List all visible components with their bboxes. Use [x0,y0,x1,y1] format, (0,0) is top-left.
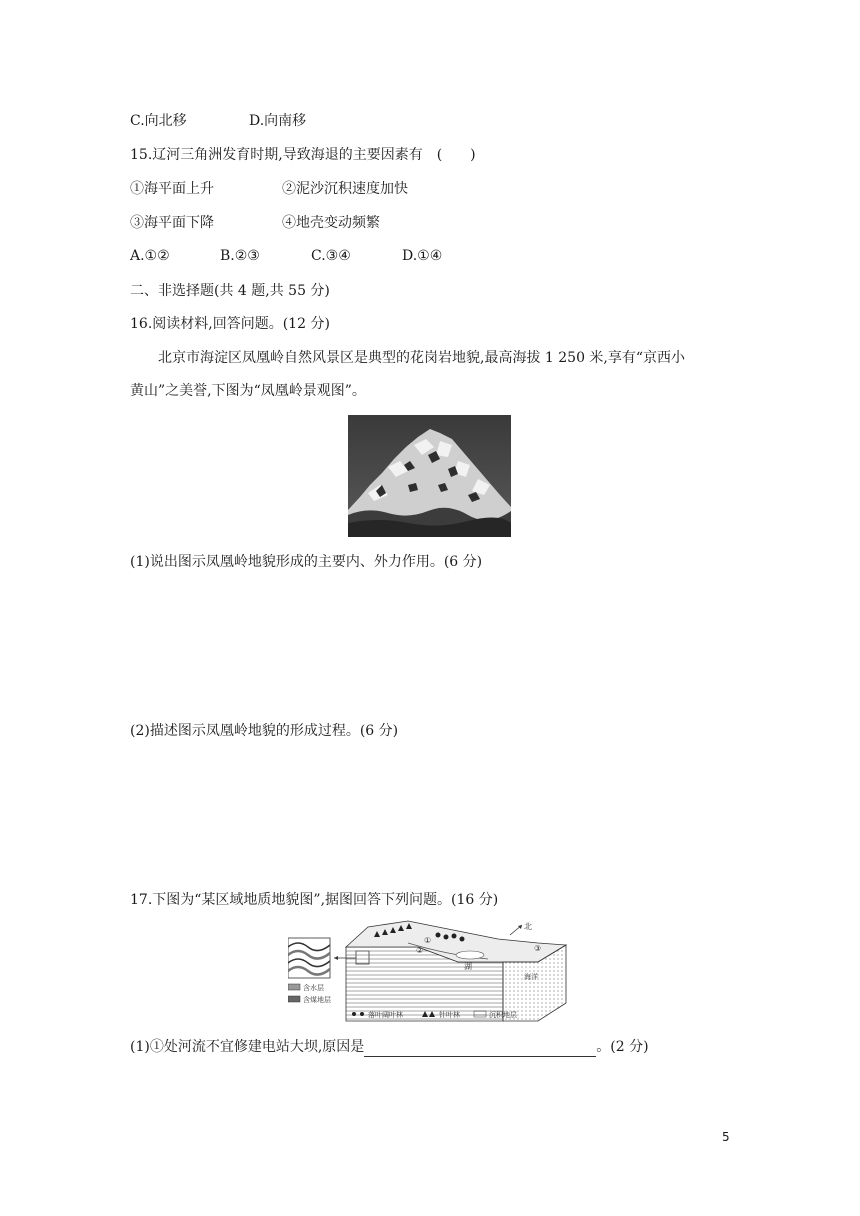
marker-3: ③ [534,944,542,953]
q16-material-line-2: 黄山”之美誉,下图为“凤凰岭景观图”。 [130,383,366,399]
q16-subquestion-2: (2)描述图示凤凰岭地貌的形成过程。(6 分) [130,723,399,739]
sea-label: 海洋 [524,973,538,981]
q14-option-c: C.向北移 [130,113,187,129]
q16-subquestion-1: (1)说出图示凤凰岭地貌形成的主要内、外力作用。(6 分) [130,554,483,570]
q15-option-c: C.③④ [311,248,351,264]
legend-aquifer-swatch [288,984,300,990]
legend-conifer: 针叶林 [439,1011,460,1019]
q17-stem: 17.下图为“某区域地质地貌图”,据图回答下列问题。(16 分) [130,892,499,908]
legend-broadleaf: 落叶阔叶林 [368,1011,403,1019]
marker-2: ② [416,946,424,955]
q15-item-4: ④地壳变动频繁 [282,215,380,231]
legend-coal-swatch [288,996,300,1002]
legend-coal: 含煤地层 [303,996,331,1004]
q17-sub1-text: (1)①处河流不宜修建电站大坝,原因是 [130,1039,365,1055]
q15-option-a: A.①② [130,248,170,264]
legend-aquifer: 含水层 [303,984,324,992]
legend-sediment: 沉积地层 [489,1011,517,1019]
q16-stem: 16.阅读材料,回答问题。(12 分) [130,316,330,332]
section-heading: 二、非选择题(共 4 题,共 55 分) [130,283,330,299]
q17-subquestion-1 [130,1037,649,1057]
q14-option-d: D.向南移 [249,113,307,129]
lake-label: 湖 [464,962,472,971]
geology-landform-diagram [288,917,573,1025]
q15-option-d: D.①④ [402,248,443,264]
north-label: 北 [524,922,532,931]
page-number: 5 [722,1130,730,1144]
q15-item-3: ③海平面下降 [130,215,214,231]
q15-item-1: ①海平面上升 [130,181,214,197]
marker-1: ① [424,936,432,945]
q15-option-b: B.②③ [220,248,260,264]
rock-layer-inset [288,938,330,978]
q16-material-line-1: 北京市海淀区凤凰岭自然风景区是典型的花岗岩地貌,最高海拔 1 250 米,享有“京西小 [158,350,686,366]
q17-sub1-score: 。(2 分) [596,1039,649,1055]
q15-stem: 15.辽河三角洲发育时期,导致海退的主要因素有 ( ) [130,147,476,163]
fenghuangling-landscape-photo [348,415,511,537]
legend-sediment-swatch [474,1011,486,1017]
answer-blank[interactable] [364,1042,596,1057]
q15-item-2: ②泥沙沉积速度加快 [282,181,408,197]
